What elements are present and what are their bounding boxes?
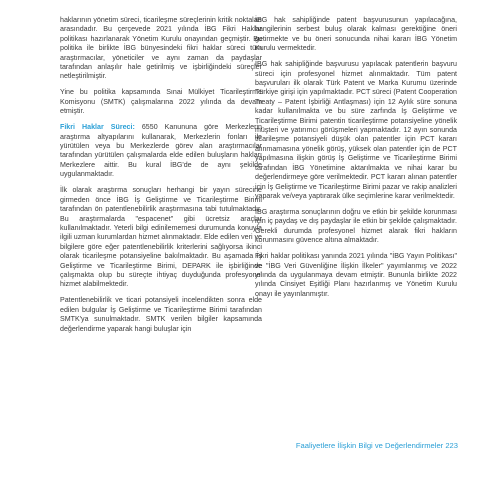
right-column xyxy=(255,16,457,306)
page-footer: Faaliyetlere İlişkin Bilgi ve Değerlendirmeler 223 xyxy=(295,441,458,450)
paragraph-patent-decision: İBG hak sahipliğinde patent başvurusunun yapılacağına, hangilerinin serbest buluş olarak kalması gerektiğine öneri getirmekte ve bu öneri sonucunda nihai kararı İBG Yönetim Kurulu vermektedir. xyxy=(255,16,457,53)
section-heading-ip-process: Fikri Haklar Süreci: xyxy=(60,123,135,132)
paragraph-stakeholders: İBG araştırma sonuçlarının doğru ve etkin bir şekilde korunması için iç paydaş ve dış paydaşlar ile etkin bir şekilde çalışmaktadır. Gerekli durumda profesyonel hizmet alarak fikri hakların korunmasını güvence altına almaktadır. xyxy=(255,207,457,245)
paragraph-policies: Fikri haklar politikası yanında 2021 yılında "İBG Yayın Politikası" ve "İBG Veri Güvenliğine İlişkin İlkeler" yayımlanmış ve 2022 yılında da uygulanmaya devam etmiştir. Bununla birlikte 2022 yılında Cinsiyet Eşitliği Planı hazırlanmış ve Yönetim Kurulu onayı ile yayınlanmıştır. xyxy=(255,252,457,298)
paragraph-smtk: Yine bu politika kapsamında Sınai Mülkiyet Ticarileştirme Komisyonu (SMTK) çalışmalarına 2022 yılında da devam etmiştir. xyxy=(60,88,262,116)
paragraph-ip-process xyxy=(60,123,262,179)
paragraph-patentability-research: İlk olarak araştırma sonuçları herhangi bir yayın sürecine girmeden önce İBG İş Geliştirme ve Ticarileştirme Birimi tarafından ön patentlenebilirlik araştırmasına tabi tutulmaktadır. Bu araştırmalarda "espacenet" gibi ücretsiz araçlar kullanılmaktadır. Yeterli bilgi edinilememesi durumunda konuyla ilgili uzman kurumlardan hizmet alınmaktadır. Elde edilen veri ve bilgilere göre eğer patentlenebilirlik kriterlerini sağlıyorsa ikinci olarak ticarileşme potansiyeline bakılmaktadır. Bu aşamada İş Geliştirme ve Ticarileştirme Birimi, DEPARK ile işbirliğinde çalışmakta olup bu süreçte ihtiyaç duyduğunda profesyonel hizmet alabilmektedir. xyxy=(60,186,262,289)
paragraph-pct-process: İBG hak sahipliğinde başvurusu yapılacak patentlerin başvuru süreci için profesyonel hizmet alınmaktadır. Tüm patent başvuruları ilk olarak Türk Patent ve Marka Kurumu üzerinde Türkiye girişi için yapılmaktadır. PCT süreci (Patent Cooperation Treaty – Patent İşbirliği Antlaşması) için 12 Aylık süre sonuna kadar kullanılmakta ve bu süre zarfında İş Geliştirme ve Ticarileştirme Birimi patentin ticarileştirme potansiyeline yönelik müşteri ve yatırımcı görüşmeleri yapmaktadır. 12 ayın sonunda ticarileşme potansiyeli düşük olan patentler için PCT kararı alınmamasına yönelik görüş, yüksek olan patentler için de PCT yapılmasına ilişkin görüş İş Geliştirme ve Ticarileştirme Birimi tarafından İBG Yönetimine aktarılmakta ve nihai karar bu değerlendirmeye göre verilmektedir. PCT kararı alınan patentler için İş Geliştirme ve Ticarileştirme Birimi pazar ve rakip analizleri yaparak ve/veya yaptırarak ülke seçimlerine karar verilmektedir. xyxy=(255,60,457,200)
paragraph-ip-policy: haklarının yönetim süreci, ticarileşme süreçlerinin kritik noktaları arasındadır. Bu çerçevede 2021 yılında İBG Fikri Haklar politikası hazırlanarak Yönetim Kurulu onayından geçmiştir. Bu politika ile birlikte İBG bünyesindeki fikri haklar süreci tüm araştırmacılar, yöneticiler ve aynı zaman da paydaşlar tarafından anlaşılır hale getirilmiş ve işbirliğindeki süreçler netleştirilmiştir. xyxy=(60,16,262,81)
ip-process-body: 6550 Kanununa göre Merkezlerin araştırma altyapılarını kullanarak, Merkezlerin fonları ile yürütülen veya bu Merkezlerde görev alan araştırmacılar tarafından yürütülen çalışmalarda elde edilen buluşların hakları Merkezlere aittir. Bu kural İBG'de de aynı şekilde uygulanmaktadır. xyxy=(60,123,262,179)
paragraph-commercial-potential: Patentlenebilirlik ve ticari potansiyeli incelendikten sonra elde edilen bulgular İş Geliştirme ve Ticarileştirme Birimi tarafından SMTK'ya sunulmaktadır. SMTK verilen bilgiler kapsamında değerlendirme yaparak hangi buluşlar için xyxy=(60,296,262,333)
left-column xyxy=(60,16,262,341)
